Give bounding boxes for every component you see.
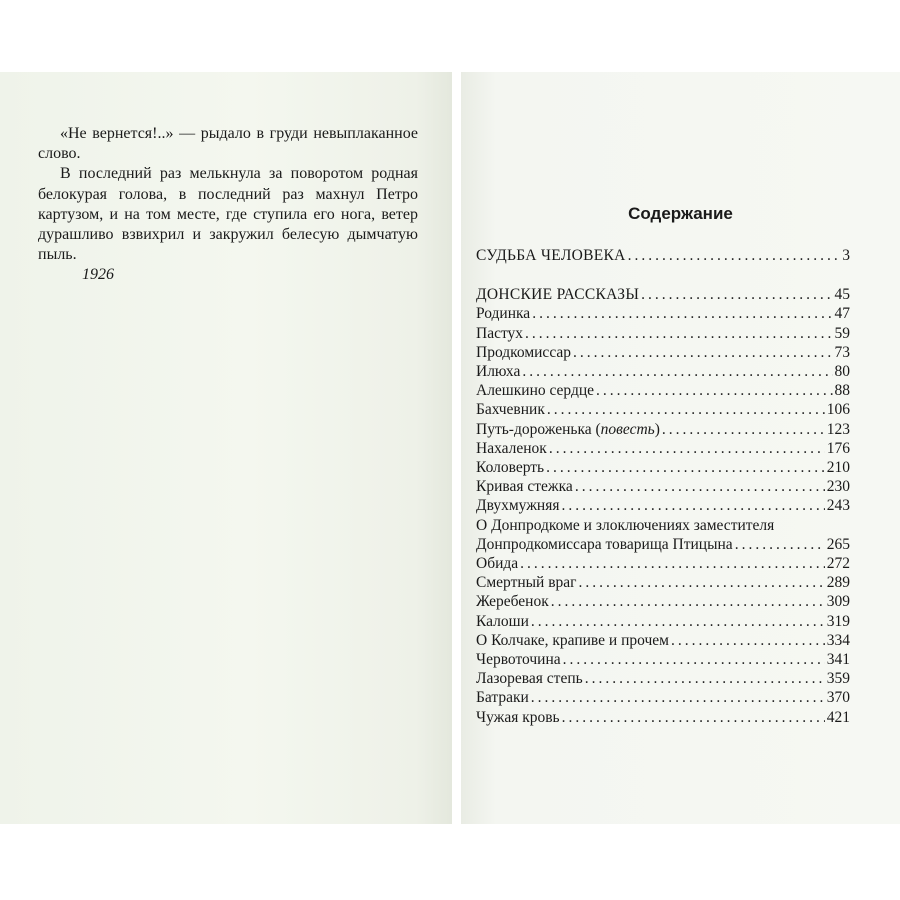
toc-page: 59	[834, 324, 850, 342]
book-gutter	[452, 72, 461, 824]
toc-page: 319	[826, 612, 850, 630]
leader-dots	[531, 612, 825, 631]
toc-genre: повесть	[600, 420, 655, 438]
toc-page: 176	[826, 439, 850, 457]
toc-page: 421	[826, 708, 850, 726]
leader-dots	[585, 669, 825, 688]
toc-entry	[476, 477, 850, 496]
leader-dots	[671, 631, 825, 650]
leader-dots	[547, 400, 825, 419]
leader-dots	[531, 688, 825, 707]
story-year: 1926	[82, 266, 114, 284]
leader-dots	[551, 592, 825, 611]
toc-page: 73	[834, 343, 850, 361]
toc-entry-long-line1: О Донпродкоме и злоключениях заместителя	[476, 516, 775, 534]
toc-title: ДОНСКИЕ РАССКАЗЫ	[476, 286, 640, 304]
toc-entry	[476, 343, 850, 362]
toc-title: Нахаленок	[476, 439, 547, 457]
toc-page: 45	[834, 286, 850, 304]
paragraph: В последний раз мелькнула за поворотом родная белокурая голова, в последний раз махнул Петро картузом, и на том месте, где ступила его нога, ветер дурашливо взвихрил и закружил белесую дымчатую пыль.	[38, 165, 418, 264]
leader-dots	[549, 439, 825, 458]
toc-page: 106	[826, 401, 850, 419]
toc-page: 80	[834, 363, 850, 381]
story-ending-text	[38, 124, 418, 286]
toc-title: Смертный враг	[476, 574, 577, 592]
leader-dots	[641, 285, 832, 304]
leader-dots	[562, 708, 825, 727]
toc-title: Путь-дороженька (повесть)	[476, 420, 660, 438]
toc-entry	[476, 324, 850, 343]
toc-page: 370	[826, 689, 850, 707]
toc-page: 47	[834, 305, 850, 323]
leader-dots	[520, 554, 825, 573]
leader-dots	[579, 573, 825, 592]
table-of-contents	[476, 246, 850, 727]
leader-dots	[522, 362, 832, 381]
toc-title: Коловерть	[476, 459, 545, 477]
toc-page: 359	[826, 670, 850, 688]
leader-dots	[561, 496, 824, 515]
toc-title: Обида	[476, 555, 519, 573]
toc-page: 289	[826, 574, 850, 592]
leader-dots	[735, 535, 825, 554]
leader-dots	[525, 324, 832, 343]
paragraph: «Не вернется!..» — рыдало в груди невыплаканное слово.	[38, 125, 418, 163]
toc-entry	[476, 381, 850, 400]
toc-entry	[476, 708, 850, 727]
toc-title: Двухмужняя	[476, 497, 560, 515]
toc-title: Родинка	[476, 305, 531, 323]
toc-entry	[476, 535, 850, 554]
toc-entry	[476, 362, 850, 381]
toc-title: Батраки	[476, 689, 529, 707]
toc-page: 272	[826, 555, 850, 573]
toc-page: 309	[826, 593, 850, 611]
toc-title: Бахчевник	[476, 401, 545, 419]
leader-dots	[563, 650, 825, 669]
toc-title: Лазоревая степь	[476, 670, 583, 688]
leader-dots	[532, 304, 832, 323]
toc-title: Продкомиссар	[476, 343, 572, 361]
toc-entry	[476, 688, 850, 707]
toc-page: 88	[834, 382, 850, 400]
toc-title: Пастух	[476, 324, 524, 342]
leader-dots	[546, 458, 825, 477]
toc-page: 334	[826, 631, 850, 649]
toc-entry	[476, 669, 850, 688]
toc-title: Алешкино сердце	[476, 382, 595, 400]
toc-title: О Колчаке, крапиве и прочем	[476, 631, 669, 649]
toc-page: 243	[826, 497, 850, 515]
toc-title: Чужая кровь	[476, 708, 560, 726]
toc-entry	[476, 612, 850, 631]
toc-page: 230	[826, 478, 850, 496]
toc-stories	[476, 554, 850, 727]
toc-title: Калоши	[476, 612, 529, 630]
toc-entry	[476, 554, 850, 573]
toc-entry	[476, 285, 850, 304]
toc-entry	[476, 420, 850, 439]
toc-page: 3	[842, 247, 850, 264]
leader-dots	[628, 246, 841, 265]
toc-page: 341	[826, 651, 850, 669]
toc-entry	[476, 304, 850, 323]
toc-title: Донпродкомиссара товарища Птицына	[476, 535, 733, 553]
toc-entry	[476, 631, 850, 650]
toc-entry	[476, 650, 850, 669]
toc-entry	[476, 246, 850, 265]
toc-entry	[476, 592, 850, 611]
leader-dots	[662, 420, 825, 439]
toc-stories	[476, 304, 850, 515]
toc-page: 265	[826, 535, 850, 553]
toc-title: Червоточина	[476, 651, 561, 669]
toc-entry	[476, 496, 850, 515]
toc-page: 210	[826, 459, 850, 477]
leader-dots	[575, 477, 825, 496]
toc-entry	[476, 439, 850, 458]
leader-dots	[573, 343, 832, 362]
toc-title: Кривая стежка	[476, 478, 573, 496]
toc-entry	[476, 458, 850, 477]
toc-title: СУДЬБА ЧЕЛОВЕКА	[476, 247, 626, 264]
contents-heading: Содержание	[628, 204, 733, 223]
toc-title: Илюха	[476, 363, 521, 381]
toc-entry	[476, 400, 850, 419]
toc-entry	[476, 573, 850, 592]
leader-dots	[596, 381, 832, 400]
toc-title: Жеребенок	[476, 593, 549, 611]
toc-page: 123	[826, 420, 850, 438]
